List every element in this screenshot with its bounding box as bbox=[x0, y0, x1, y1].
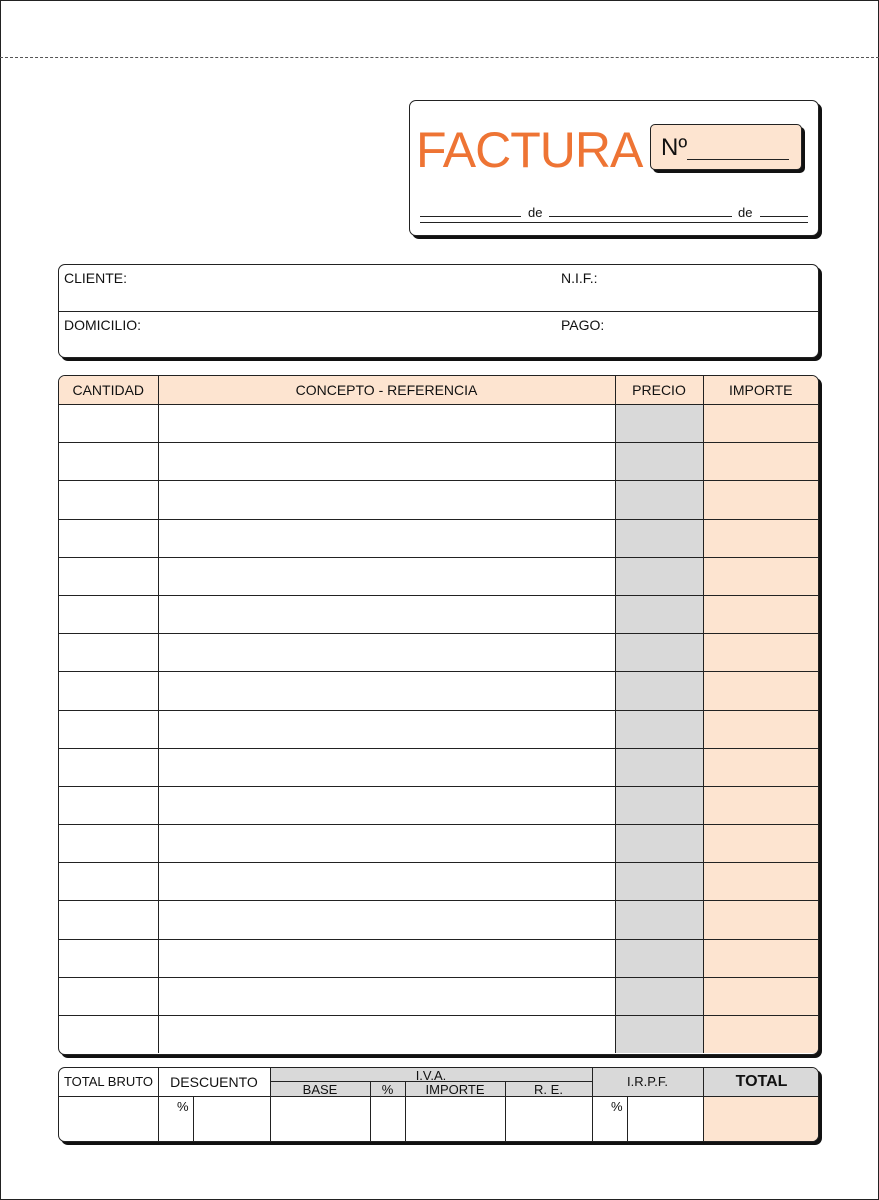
item-row bbox=[59, 939, 818, 977]
date-day-line bbox=[420, 216, 521, 217]
precio-cell[interactable] bbox=[615, 481, 703, 519]
concepto-cell[interactable] bbox=[158, 825, 615, 863]
totals-divider-2 bbox=[270, 1068, 271, 1141]
importe-cell[interactable] bbox=[703, 786, 818, 824]
iva-pct-label: % bbox=[381, 1082, 394, 1097]
concepto-cell[interactable] bbox=[158, 1016, 615, 1054]
client-info-box bbox=[58, 264, 819, 358]
invoice-title: FACTURA bbox=[416, 122, 643, 178]
item-row bbox=[59, 672, 818, 710]
precio-cell[interactable] bbox=[615, 825, 703, 863]
precio-cell[interactable] bbox=[615, 595, 703, 633]
importe-cell[interactable] bbox=[703, 710, 818, 748]
importe-cell[interactable] bbox=[703, 634, 818, 672]
items-header-row bbox=[59, 376, 818, 405]
client-separator bbox=[59, 311, 818, 312]
irpf-label: I.R.P.F. bbox=[627, 1074, 668, 1089]
item-row bbox=[59, 710, 818, 748]
invoice-header-box bbox=[409, 100, 819, 236]
cantidad-cell[interactable] bbox=[59, 634, 158, 672]
items-table bbox=[59, 376, 818, 1053]
precio-cell[interactable] bbox=[615, 557, 703, 595]
importe-cell[interactable] bbox=[703, 1016, 818, 1054]
precio-cell[interactable] bbox=[615, 748, 703, 786]
total-value-cell[interactable] bbox=[703, 1096, 819, 1142]
re-label: R. E. bbox=[534, 1082, 563, 1097]
importe-cell[interactable] bbox=[703, 901, 818, 939]
item-row bbox=[59, 748, 818, 786]
concepto-cell[interactable] bbox=[158, 939, 615, 977]
concepto-cell[interactable] bbox=[158, 901, 615, 939]
precio-cell[interactable] bbox=[615, 901, 703, 939]
descuento-inner-divider bbox=[193, 1096, 194, 1142]
precio-cell[interactable] bbox=[615, 710, 703, 748]
domicilio-label: DOMICILIO: bbox=[64, 317, 142, 333]
concepto-cell[interactable] bbox=[158, 977, 615, 1015]
cantidad-cell[interactable] bbox=[59, 405, 158, 443]
concepto-cell[interactable] bbox=[158, 481, 615, 519]
cantidad-cell[interactable] bbox=[59, 710, 158, 748]
importe-cell[interactable] bbox=[703, 595, 818, 633]
nif-label: N.I.F.: bbox=[561, 270, 598, 286]
date-de-label-1: de bbox=[528, 205, 543, 220]
precio-cell[interactable] bbox=[615, 672, 703, 710]
iva-label: I.V.A. bbox=[415, 1068, 447, 1083]
irpf-inner-divider bbox=[627, 1096, 628, 1142]
perforation-line bbox=[0, 57, 879, 58]
precio-cell[interactable] bbox=[615, 519, 703, 557]
item-row bbox=[59, 825, 818, 863]
descuento-pct-mark: % bbox=[177, 1099, 189, 1114]
importe-cell[interactable] bbox=[703, 557, 818, 595]
importe-cell[interactable] bbox=[703, 825, 818, 863]
iva-divider-base bbox=[370, 1082, 371, 1142]
cliente-label: CLIENTE: bbox=[64, 270, 128, 286]
cantidad-cell[interactable] bbox=[59, 748, 158, 786]
precio-cell[interactable] bbox=[615, 786, 703, 824]
item-row bbox=[59, 786, 818, 824]
concepto-cell[interactable] bbox=[158, 519, 615, 557]
concepto-cell[interactable] bbox=[158, 863, 615, 901]
importe-cell[interactable] bbox=[703, 748, 818, 786]
importe-cell[interactable] bbox=[703, 443, 818, 481]
invoice-number-line bbox=[687, 159, 789, 160]
invoice-number-field[interactable] bbox=[650, 124, 802, 170]
precio-cell[interactable] bbox=[615, 443, 703, 481]
iva-divider-pct bbox=[405, 1082, 406, 1142]
cantidad-cell[interactable] bbox=[59, 825, 158, 863]
concepto-cell[interactable] bbox=[158, 672, 615, 710]
cantidad-cell[interactable] bbox=[59, 786, 158, 824]
iva-importe-label: IMPORTE bbox=[425, 1082, 485, 1097]
concepto-cell[interactable] bbox=[158, 748, 615, 786]
importe-cell[interactable] bbox=[703, 977, 818, 1015]
iva-base-label: BASE bbox=[302, 1082, 338, 1097]
cantidad-cell[interactable] bbox=[59, 977, 158, 1015]
concepto-cell[interactable] bbox=[158, 443, 615, 481]
cantidad-cell[interactable] bbox=[59, 519, 158, 557]
total-bruto-label: TOTAL BRUTO bbox=[63, 1074, 154, 1089]
importe-cell[interactable] bbox=[703, 863, 818, 901]
totals-divider-3 bbox=[592, 1068, 593, 1141]
importe-cell[interactable] bbox=[703, 939, 818, 977]
cantidad-cell[interactable] bbox=[59, 557, 158, 595]
pago-label: PAGO: bbox=[561, 317, 605, 333]
date-underline bbox=[420, 222, 808, 223]
item-row bbox=[59, 405, 818, 443]
item-row bbox=[59, 1016, 818, 1054]
items-body bbox=[59, 405, 818, 1054]
item-row bbox=[59, 519, 818, 557]
cantidad-cell[interactable] bbox=[59, 595, 158, 633]
totals-header-divider bbox=[59, 1096, 819, 1097]
concepto-cell[interactable] bbox=[158, 405, 615, 443]
importe-cell[interactable] bbox=[703, 481, 818, 519]
item-row bbox=[59, 557, 818, 595]
importe-cell[interactable] bbox=[703, 405, 818, 443]
concepto-cell[interactable] bbox=[158, 710, 615, 748]
invoice-number-label: Nº bbox=[661, 134, 688, 161]
precio-cell[interactable] bbox=[615, 1016, 703, 1054]
concepto-cell[interactable] bbox=[158, 786, 615, 824]
cantidad-cell[interactable] bbox=[59, 939, 158, 977]
item-row bbox=[59, 595, 818, 633]
precio-cell[interactable] bbox=[615, 977, 703, 1015]
irpf-pct-mark: % bbox=[611, 1099, 623, 1114]
precio-cell[interactable] bbox=[615, 939, 703, 977]
date-row[interactable] bbox=[420, 201, 810, 221]
totals-box bbox=[58, 1067, 819, 1142]
total-label: TOTAL bbox=[735, 1073, 788, 1090]
cantidad-cell[interactable] bbox=[59, 481, 158, 519]
item-row bbox=[59, 863, 818, 901]
date-de-label-2: de bbox=[738, 205, 753, 220]
precio-cell[interactable] bbox=[615, 863, 703, 901]
importe-cell[interactable] bbox=[703, 519, 818, 557]
totals-divider-4 bbox=[703, 1068, 704, 1141]
concepto-cell[interactable] bbox=[158, 557, 615, 595]
item-row bbox=[59, 634, 818, 672]
col-header-precio: PRECIO bbox=[615, 376, 703, 405]
importe-cell[interactable] bbox=[703, 672, 818, 710]
date-year-line bbox=[760, 216, 808, 217]
item-row bbox=[59, 481, 818, 519]
iva-sub-divider bbox=[270, 1081, 592, 1082]
iva-divider-importe bbox=[505, 1082, 506, 1142]
date-month-line bbox=[549, 216, 732, 217]
items-table-box bbox=[58, 375, 819, 1055]
precio-cell[interactable] bbox=[615, 405, 703, 443]
concepto-cell[interactable] bbox=[158, 634, 615, 672]
item-row bbox=[59, 443, 818, 481]
cantidad-cell[interactable] bbox=[59, 1016, 158, 1054]
col-header-importe: IMPORTE bbox=[703, 376, 818, 405]
totals-divider-1 bbox=[158, 1068, 159, 1141]
cantidad-cell[interactable] bbox=[59, 901, 158, 939]
concepto-cell[interactable] bbox=[158, 595, 615, 633]
cantidad-cell[interactable] bbox=[59, 672, 158, 710]
cantidad-cell[interactable] bbox=[59, 443, 158, 481]
precio-cell[interactable] bbox=[615, 634, 703, 672]
descuento-label: DESCUENTO bbox=[170, 1074, 258, 1090]
item-row bbox=[59, 901, 818, 939]
col-header-cantidad: CANTIDAD bbox=[59, 376, 158, 405]
col-header-concepto: CONCEPTO - REFERENCIA bbox=[158, 376, 615, 405]
cantidad-cell[interactable] bbox=[59, 863, 158, 901]
item-row bbox=[59, 977, 818, 1015]
